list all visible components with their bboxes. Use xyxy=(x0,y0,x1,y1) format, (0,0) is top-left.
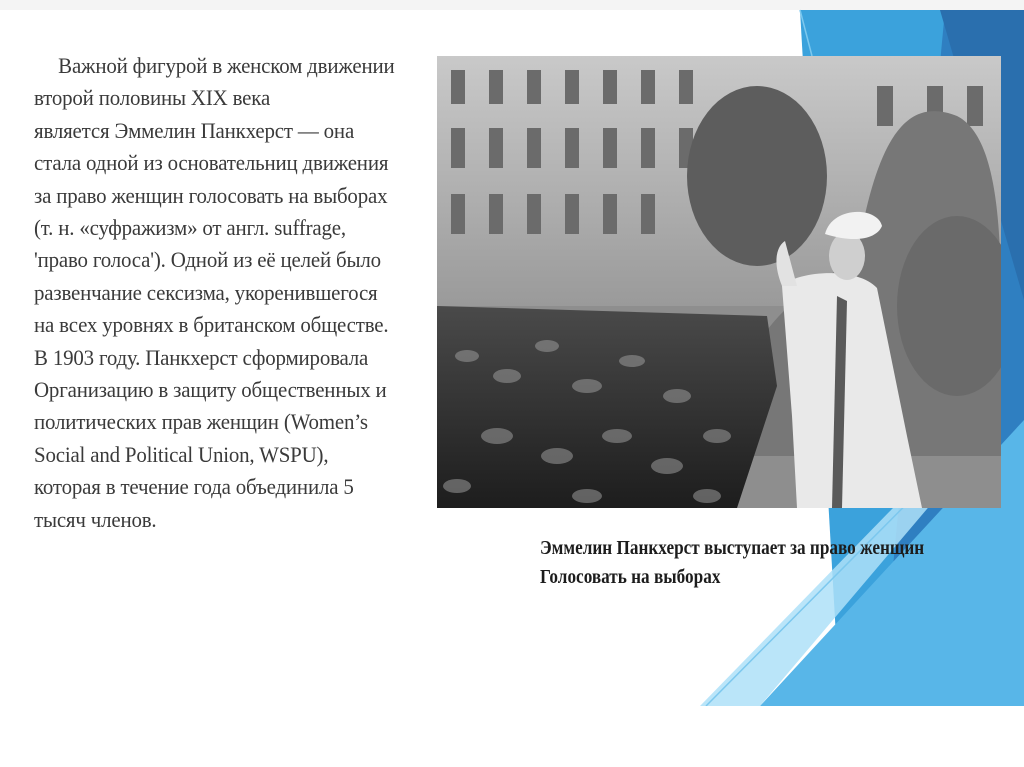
body-line: В 1903 году. Панкхерст сформировала xyxy=(34,344,369,370)
body-line: второй половины XIX века xyxy=(34,85,271,111)
body-line: 'право голоса'). Одной из её целей было xyxy=(34,247,381,273)
bottom-band xyxy=(0,706,1024,767)
body-line: стала одной из основательниц движения xyxy=(34,150,389,176)
body-line: (т. н. «суфражизм» от англ. suffrage, xyxy=(34,215,346,241)
body-line: политических прав женщин (Women’s xyxy=(34,409,368,435)
photo-caption xyxy=(540,534,944,592)
body-line: Важной фигурой в женском движении xyxy=(58,53,395,78)
body-line: за право женщин голосовать на выборах xyxy=(34,182,388,208)
photo-illustration xyxy=(437,56,1001,508)
pankhurst-photo xyxy=(437,56,1001,508)
body-line: на всех уровнях в британском обществе. xyxy=(34,312,389,338)
body-paragraph xyxy=(34,50,399,536)
body-line: тысяч членов. xyxy=(34,506,157,532)
tree xyxy=(687,86,827,266)
body-line: развенчание сексизма, укоренившегося xyxy=(34,279,378,305)
body-line: которая в течение года объединила 5 xyxy=(34,474,354,500)
body-line: является Эммелин Панкхерст — она xyxy=(34,117,355,143)
caption-line-2: Голосовать на выборах xyxy=(540,566,721,588)
caption-line-1: Эммелин Панкхерст выступает за право женщин xyxy=(540,537,925,559)
crowd xyxy=(437,306,777,508)
body-line: Организацию в защиту общественных и xyxy=(34,377,387,403)
body-line: Social and Political Union, WSPU), xyxy=(34,441,329,467)
